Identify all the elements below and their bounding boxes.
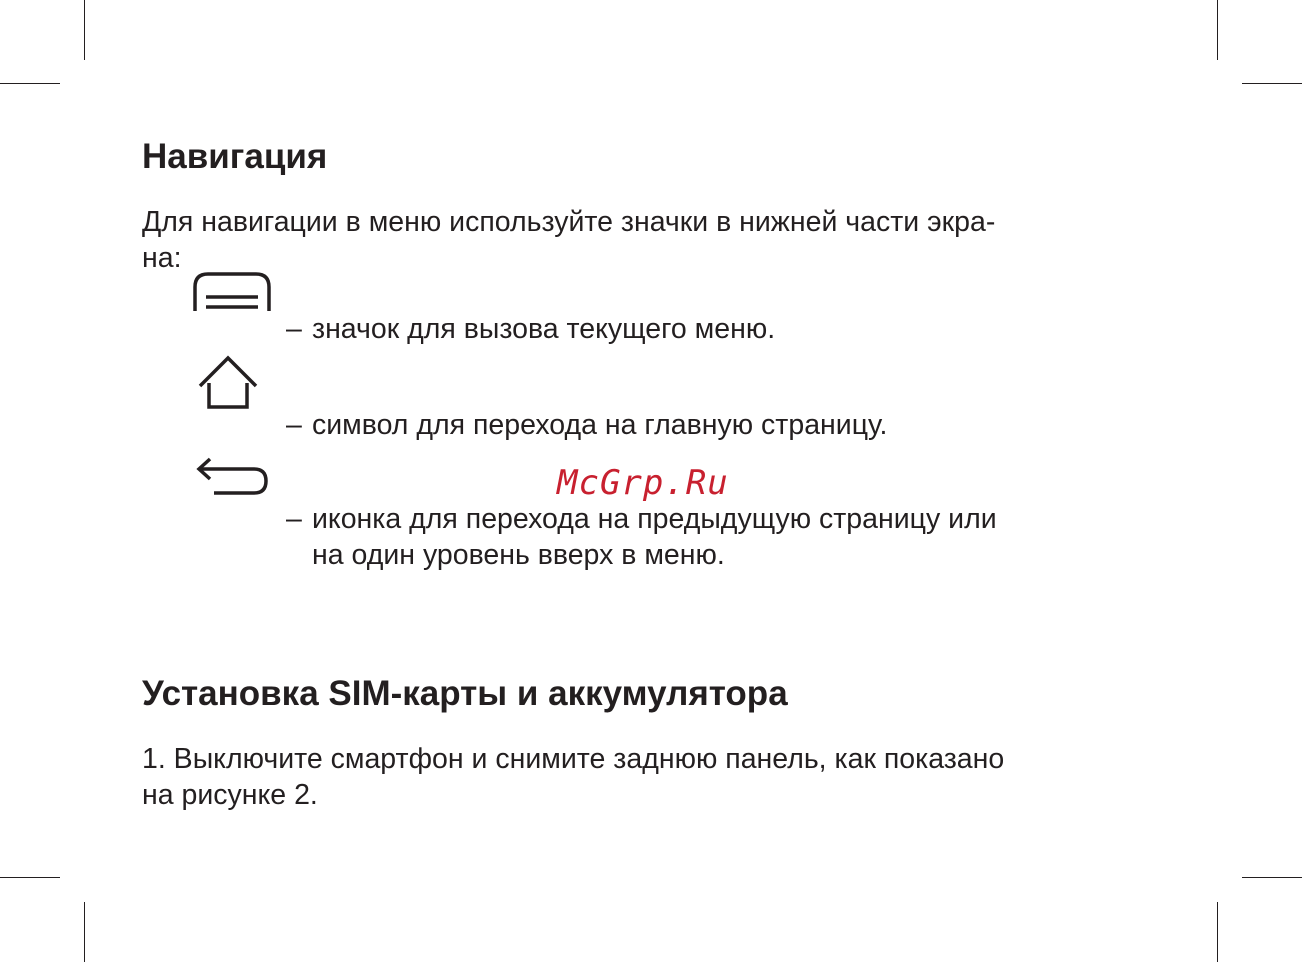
item-dash: – (286, 409, 302, 441)
section-heading-navigation: Навигация (142, 137, 328, 176)
navigation-intro-text: Для навигации в меню используйте значки в нижней части экра- на: (142, 206, 996, 274)
nav-item-back (286, 501, 997, 573)
crop-mark-right-top (1242, 83, 1302, 84)
back-icon (196, 455, 270, 497)
section-heading-sim-install: Установка SIM-карты и аккумулятора (142, 674, 788, 713)
crop-mark-top-left (84, 0, 85, 60)
menu-icon (192, 271, 272, 313)
nav-item-menu-text: значок для вызова текущего меню. (312, 313, 776, 345)
home-icon (198, 355, 258, 411)
sim-install-step-1: 1. Выключите смартфон и снимите заднюю панель, как показано на рисунке 2. (142, 743, 1005, 811)
crop-mark-bottom-right (1217, 902, 1218, 962)
item-dash: – (286, 313, 302, 345)
nav-item-home (286, 407, 887, 443)
crop-mark-left-bottom (0, 877, 60, 878)
watermark-text: McGrp.Ru (557, 463, 729, 503)
nav-item-back-text: иконка для перехода на предыдущую страницу или на один уровень вверх в меню. (312, 503, 997, 571)
crop-mark-left-top (0, 83, 60, 84)
nav-item-menu (286, 311, 775, 347)
item-dash: – (286, 503, 302, 535)
crop-mark-top-right (1217, 0, 1218, 60)
crop-mark-right-bottom (1242, 877, 1302, 878)
crop-mark-bottom-left (84, 902, 85, 962)
nav-item-home-text: символ для перехода на главную страницу. (312, 409, 888, 441)
